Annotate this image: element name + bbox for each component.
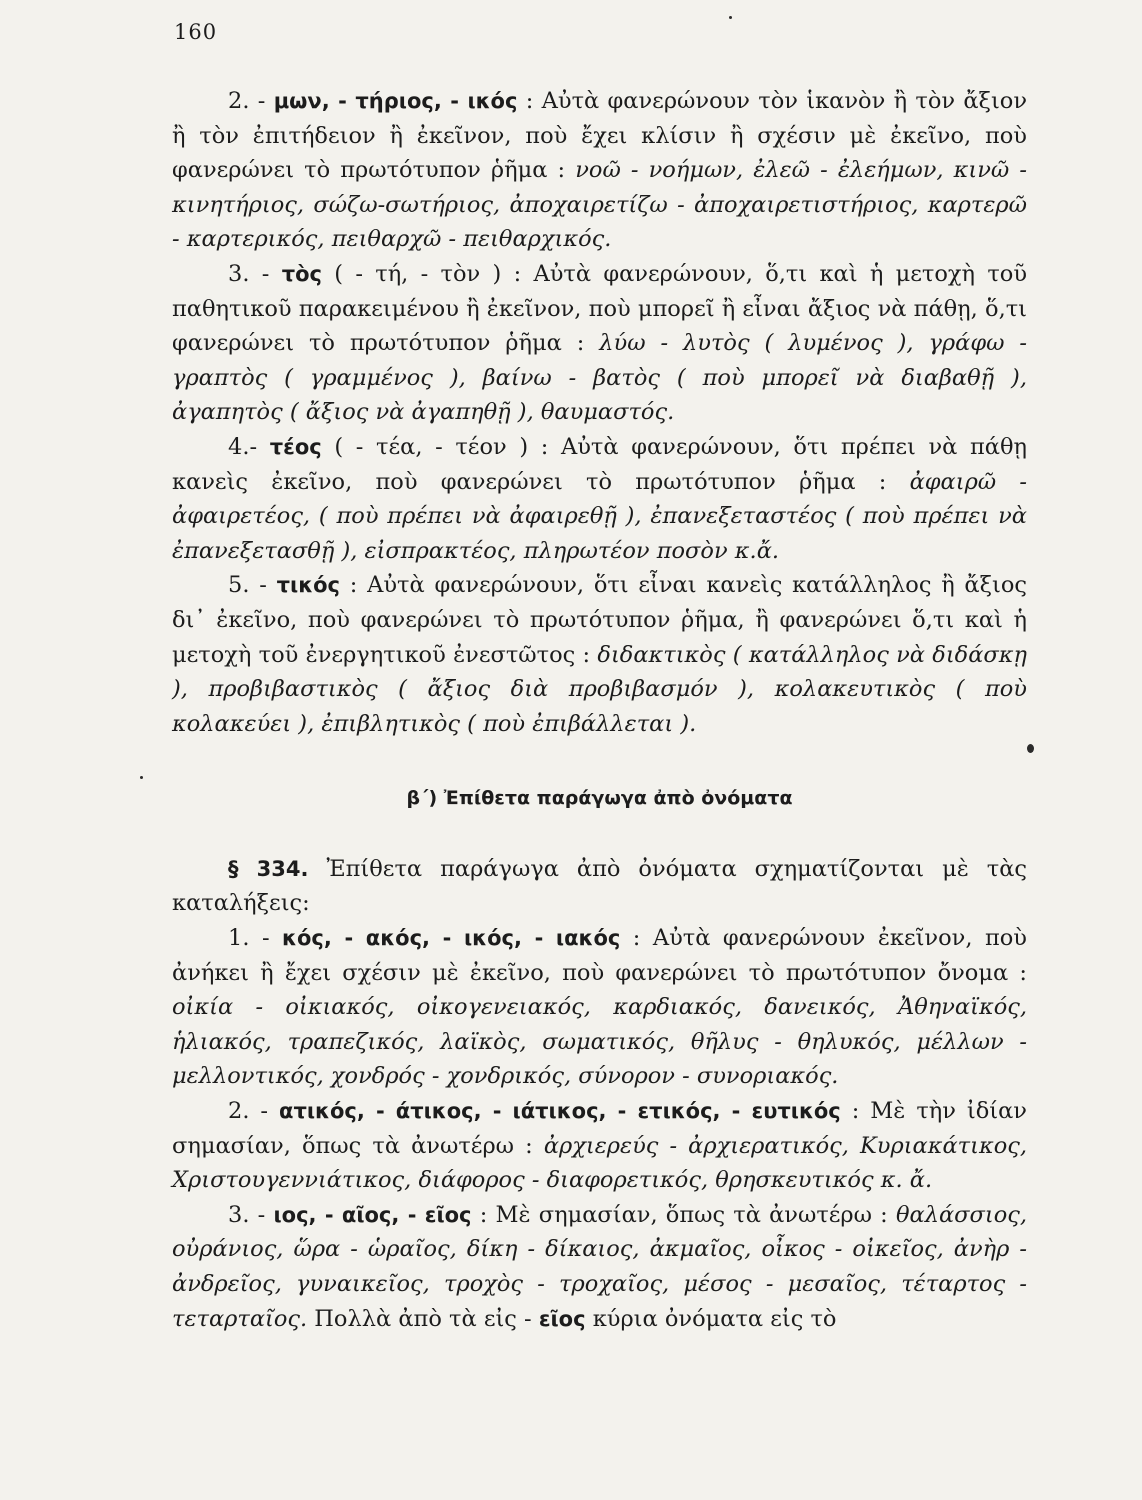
paragraph-section-334 xyxy=(172,852,1027,921)
paragraph-suffix-mon xyxy=(172,84,1027,257)
paragraph-text: κύρια ὀνόματα εἰς τὸ xyxy=(585,1305,837,1332)
suffix-list: μων, - τήριος, - ικός xyxy=(273,89,518,113)
suffix-list: κός, - ακός, - ικός, - ιακός xyxy=(282,926,621,951)
ink-speck xyxy=(140,776,143,779)
item-number: 2. - xyxy=(228,88,266,114)
item-number: 3. - xyxy=(228,260,270,287)
paragraph-text: Πολλὰ ἀπὸ τὰ εἰς - xyxy=(307,1305,539,1332)
ink-speck xyxy=(729,16,732,19)
examples-text: διδακτικὸς ( κατάλληλος νὰ διδάσκῃ ), προβιβαστικὸς ( ἄξιος διὰ προβιβασμόν ), κολακευτικὸς ( ποὺ κολακεύει ), ἐπιβλητικὸς ( ποὺ ἐπιβάλλεται ). xyxy=(172,641,1027,737)
suffix-list: ατικός, - άτικος, - ιάτικος, - ετικός, - ευτικός xyxy=(279,1099,841,1124)
examples-text: θαλάσσιος, οὐράνιος, ὥρα - ὡραῖος, δίκη - δίκαιος, ἀκμαῖος, οἶκος - οἰκεῖος, ἀνὴρ - ἀνδρεῖος, γυναικεῖος, τροχὸς - τροχαῖος, μέσος - μεσαῖος, τέταρτος - τεταρταῖος. xyxy=(172,1201,1027,1332)
paragraph-suffix-tikos xyxy=(172,568,1027,741)
suffix-list: τικός xyxy=(276,573,341,598)
paragraph-suffix-atikos xyxy=(172,1094,1027,1198)
paragraph-text: : Μὲ τὴν ἰδίαν σημασίαν, ὅπως τὰ ἀνωτέρω : xyxy=(172,1098,1027,1159)
page-number: 160 xyxy=(174,20,218,44)
suffix-list: τέος xyxy=(269,434,322,459)
examples-text: λύω - λυτὸς ( λυμένος ), γράφω - γραπτὸς ( γραμμένος ), βαίνω - βατὸς ( ποὺ μπορεῖ νὰ διαβαθῇ ), ἀγαπητὸς ( ἄξιος νὰ ἀγαπηθῇ ), θαυμαστός. xyxy=(172,330,1027,426)
examples-text: ἀρχιερεύς - ἀρχιερατικός, Κυριακάτικος, Χριστουγεννιάτικος, διάφορος - διαφορετικός, θρησκευτικός κ. ἄ. xyxy=(172,1132,1027,1194)
item-number: 4.- xyxy=(228,433,258,460)
ink-speck xyxy=(1027,744,1034,753)
paragraph-suffix-tos xyxy=(172,257,1027,430)
paragraph-text: : Αὐτὰ φανερώνουν ἐκεῖνον, ποὺ ἀνήκει ἢ ἔχει σχέσιν μὲ ἐκεῖνο, ποὺ φανερώνει τὸ πρωτότυπον ὄνομα : xyxy=(172,925,1027,986)
item-number: 3. - xyxy=(228,1201,266,1228)
paragraph-text: Ἐπίθετα παράγωγα ἀπὸ ὀνόματα σχηματίζονται μὲ τὰς καταλήξεις: xyxy=(172,855,1027,917)
item-number: 1. - xyxy=(228,925,270,952)
paragraph-suffix-kos xyxy=(172,921,1027,1094)
examples-text: νοῶ - νοήμων, ἐλεῶ - ἐλεήμων, κινῶ - κινητήριος, σώζω-σωτήριος, ἀποχαιρετίζω - ἀποχαιρετιστήριος, καρτερῶ - καρτερικός, πειθαρχῶ - πειθαρχικός. xyxy=(172,157,1027,253)
paragraph-text: : Μὲ σημασίαν, ὅπως τὰ ἀνωτέρω : xyxy=(471,1201,896,1228)
paragraph-text: ( - τέα, - τέον ) : Αὐτὰ φανερώνουν, ὅτι πρέπει νὰ πάθῃ κανεὶς ἐκεῖνο, ποὺ φανερώνει τὸ πρωτότυπον ῥῆμα : xyxy=(172,433,1028,495)
paragraph-suffix-ios xyxy=(172,1198,1027,1336)
section-symbol: § 334. xyxy=(228,856,309,881)
examples-text: ἀφαιρῶ - ἀφαιρετέος, ( ποὺ πρέπει νὰ ἀφαιρεθῇ ), ἐπανεξεταστέος ( ποὺ πρέπει νὰ ἐπανεξετασθῇ ), εἰσπρακτέος, πληρωτέον ποσὸν κ.ἄ. xyxy=(172,468,1027,564)
suffix-list: τὸς xyxy=(281,261,322,286)
item-number: 5. - xyxy=(228,572,267,599)
paragraph-suffix-teos xyxy=(172,430,1027,568)
page-body xyxy=(172,84,1027,1336)
paragraph-text: : Αὐτὰ φανερώνουν, ὅτι εἶναι κανεὶς κατάλληλος ἢ ἄξιος δι᾽ ἐκεῖνο, ποὺ φανερώνει τὸ πρωτότυπον ῥῆμα, ἢ φανερώνει ὅ,τι καὶ ἡ μετοχὴ τοῦ ἐνεργητικοῦ ἐνεστῶτος : xyxy=(172,572,1027,668)
suffix-list: εῖος xyxy=(538,1306,586,1331)
section-heading: β΄) Ἐπίθετα παράγωγα ἀπὸ ὀνόματα xyxy=(406,787,793,810)
paragraph-text: ( - τή, - τὸν ) : Αὐτὰ φανερώνουν, ὅ,τι καὶ ἡ μετοχὴ τοῦ παθητικοῦ παρακειμένου ἢ ἐκεῖνον, ποὺ μπορεῖ ἢ εἶναι ἄξιος νὰ πάθῃ, ὅ,τι φανερώνει τὸ πρωτότυπον ῥῆμα : xyxy=(172,260,1027,357)
paragraph-text: : Αὐτὰ φανερώνουν τὸν ἱκανὸν ἢ τὸν ἄξιον ἢ τὸν ἐπιτήδειον ἢ ἐκεῖνον, ποὺ ἔχει κλίσιν ἢ σχέσιν μὲ ἐκεῖνο, ποὺ φανερώνει τὸ πρωτότυπον ῥῆμα : xyxy=(172,88,1027,184)
examples-text: οἰκία - οἰκιακός, οἰκογενειακός, καρδιακός, δανεικός, Ἀθηναϊκός, ἡλιακός, τραπεζικός, λαϊκὸς, σωματικός, θῆλυς - θηλυκός, μέλλων - μελλοντικός, χονδρός - χονδρικός, σύνορον - συνοριακός. xyxy=(172,994,1027,1090)
suffix-list: ιος, - αῖος, - εῖος xyxy=(273,1202,472,1227)
item-number: 2. - xyxy=(228,1098,269,1125)
